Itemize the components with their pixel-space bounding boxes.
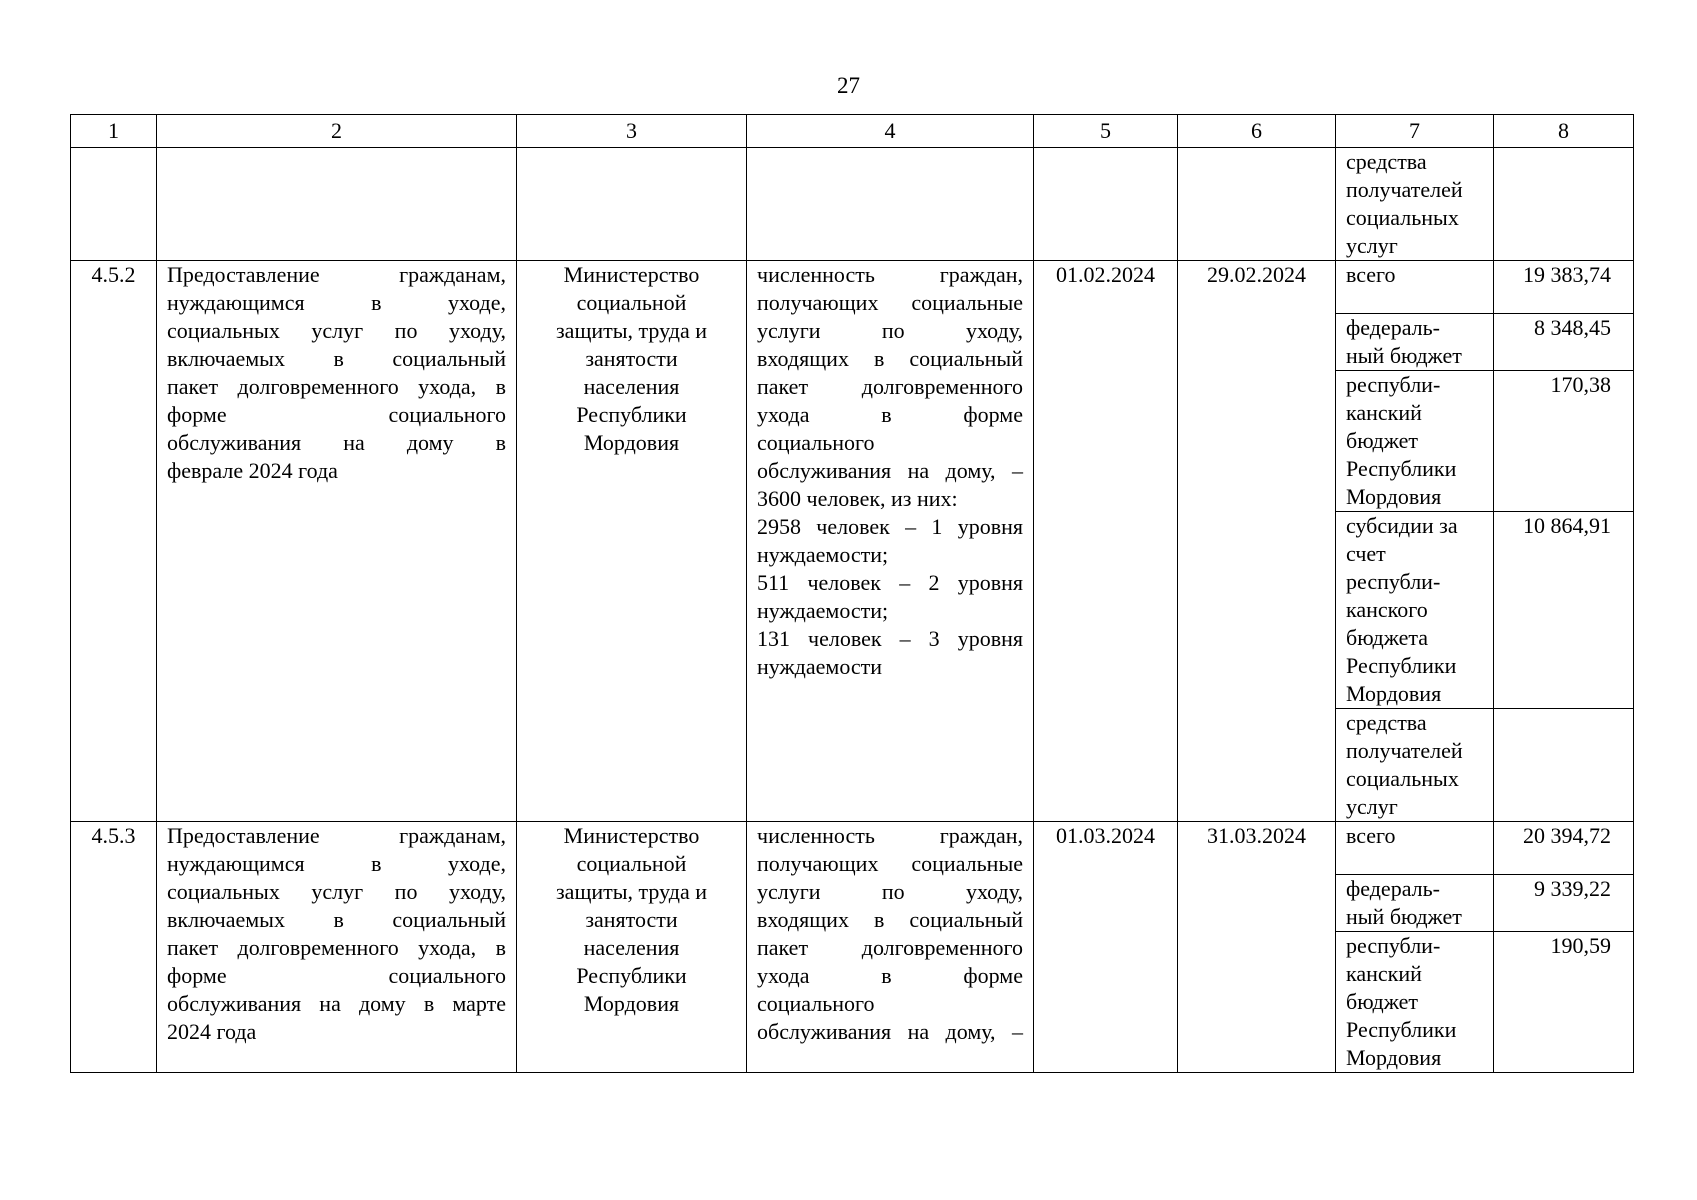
funding-amount: 20 394,72 [1494,822,1634,875]
funding-amount: 170,38 [1494,371,1634,512]
indicator-line: 2958 человек – 1 уровня [757,514,1023,539]
funding-source-line: бюджет [1346,989,1418,1014]
funding-source-line: получателей [1346,177,1463,202]
indicator-line: ухода в форме [757,402,1023,427]
indicator [747,822,1034,1073]
end-date: 31.03.2024 [1178,822,1336,1073]
executor-line: защиты, труда и [555,879,707,904]
funding-source-line: социальных [1346,766,1459,791]
funding-source-cell [1336,875,1494,932]
description-line: обслуживания на дому в [167,430,506,455]
end-date: 29.02.2024 [1178,261,1336,822]
indicator-line: обслуживания на дому, – [757,458,1023,483]
row-number: 4.5.3 [71,822,157,1073]
funding-amount [1494,709,1634,822]
measures-table [70,114,1634,1073]
indicator-line: 131 человек – 3 уровня [757,626,1023,651]
indicator-line: нуждаемости; [757,598,889,623]
funding-source-line: получателей [1346,738,1463,763]
indicator-line: услуги по уходу, [757,318,1023,343]
funding-source-line: услуг [1346,794,1398,819]
executor-line: Мордовия [583,430,680,455]
funding-source-cell [1336,512,1494,709]
funding-source-line: бюджета [1346,625,1429,650]
indicator-line: услуги по уходу, [757,879,1023,904]
description-line: пакет долговременного ухода, в [167,935,506,960]
column-number: 3 [517,115,747,148]
funding-source-line: канский [1346,400,1422,425]
indicator-line: обслуживания на дому, – [757,1019,1023,1044]
indicator-line: численность граждан, [757,823,1023,848]
page-number: 27 [837,73,860,98]
responsible-executor [517,822,747,1073]
funding-amount: 9 339,22 [1494,875,1634,932]
description-line: пакет долговременного ухода, в [167,374,506,399]
indicator-line: получающих социальные [757,290,1023,315]
funding-source-line: средства [1346,149,1427,174]
description-line: социальных услуг по уходу, [167,318,506,343]
funding-source-line: Республики [1346,653,1457,678]
column-number: 1 [71,115,157,148]
executor-line: социальной [576,290,687,315]
funding-source-line: услуг [1346,233,1398,258]
column-number: 4 [747,115,1034,148]
description-line: включаемых в социальный [167,907,506,932]
table-row [71,822,1634,875]
funding-source-line: Республики [1346,1017,1457,1042]
start-date: 01.02.2024 [1034,261,1178,822]
funding-source-cell [1336,261,1494,314]
indicator-line: получающих социальные [757,851,1023,876]
column-number: 7 [1336,115,1494,148]
funding-source-line: канский [1346,961,1422,986]
description-line: форме социального [167,402,506,427]
funding-source-line: субсидии за [1346,513,1458,538]
responsible-executor [517,261,747,822]
executor-line: Республики [576,402,687,427]
funding-source-line: Мордовия [1346,1045,1442,1070]
funding-amount: 19 383,74 [1494,261,1634,314]
funding-source-cell [1336,371,1494,512]
funding-source-line: республи- [1346,569,1441,594]
funding-source-line: всего [1346,262,1396,287]
funding-source-line: республи- [1346,372,1441,397]
funding-amount: 190,59 [1494,932,1634,1073]
continuation-row [71,148,1634,261]
description-line: Предоставление гражданам, [167,262,506,287]
indicator-line: пакет долговременного [757,935,1023,960]
funding-source-line: бюджет [1346,428,1418,453]
funding-source-line: ный бюджет [1346,904,1462,929]
description-line: 2024 года [167,1019,257,1044]
measure-description [157,822,517,1073]
description-line: включаемых в социальный [167,346,506,371]
description-line: социальных услуг по уходу, [167,879,506,904]
start-date: 01.03.2024 [1034,822,1178,1073]
description-line: форме социального [167,963,506,988]
funding-amount: 8 348,45 [1494,314,1634,371]
funding-source-cell [1336,932,1494,1073]
funding-source-line: средства [1346,710,1427,735]
funding-source-line: всего [1346,823,1396,848]
measure-description [157,261,517,822]
indicator-line: социального [757,430,875,455]
funding-source-cell [1336,148,1494,261]
column-number: 6 [1178,115,1336,148]
funding-source-line: счет [1346,541,1386,566]
column-numbers-row [71,115,1634,148]
funding-source-line: Мордовия [1346,484,1442,509]
indicator-line: входящих в социальный [757,907,1023,932]
indicator-line: нуждаемости [757,654,883,679]
funding-source-line: социальных [1346,205,1459,230]
executor-line: Министерство [563,262,700,287]
executor-line: населения [583,374,680,399]
funding-amount: 10 864,91 [1494,512,1634,709]
executor-line: защиты, труда и [555,318,707,343]
indicator-line: пакет долговременного [757,374,1023,399]
funding-source-line: Республики [1346,456,1457,481]
executor-line: социальной [576,851,687,876]
column-number: 2 [157,115,517,148]
funding-source-line: канского [1346,597,1428,622]
description-line: нуждающимся в уходе, [167,851,506,876]
description-line: Предоставление гражданам, [167,823,506,848]
funding-source-line: федераль- [1346,315,1440,340]
indicator-line: численность граждан, [757,262,1023,287]
executor-line: Министерство [563,823,700,848]
funding-source-line: федераль- [1346,876,1440,901]
indicator-line: 3600 человек, из них: [757,486,958,511]
indicator [747,261,1034,822]
funding-source-line: ный бюджет [1346,343,1462,368]
funding-source-cell [1336,709,1494,822]
funding-source-line: Мордовия [1346,681,1442,706]
executor-line: занятости [585,907,678,932]
executor-line: занятости [585,346,678,371]
executor-line: населения [583,935,680,960]
description-line: феврале 2024 года [167,458,338,483]
indicator-line: входящих в социальный [757,346,1023,371]
indicator-line: ухода в форме [757,963,1023,988]
description-line: нуждающимся в уходе, [167,290,506,315]
executor-line: Республики [576,963,687,988]
funding-source-cell [1336,822,1494,875]
funding-source-cell [1336,314,1494,371]
executor-line: Мордовия [583,991,680,1016]
funding-source-line: республи- [1346,933,1441,958]
column-number: 5 [1034,115,1178,148]
indicator-line: 511 человек – 2 уровня [757,570,1023,595]
indicator-line: нуждаемости; [757,542,889,567]
description-line: обслуживания на дому в марте [167,991,506,1016]
indicator-line: социального [757,991,875,1016]
column-number: 8 [1494,115,1634,148]
table-row [71,261,1634,314]
row-number: 4.5.2 [71,261,157,822]
